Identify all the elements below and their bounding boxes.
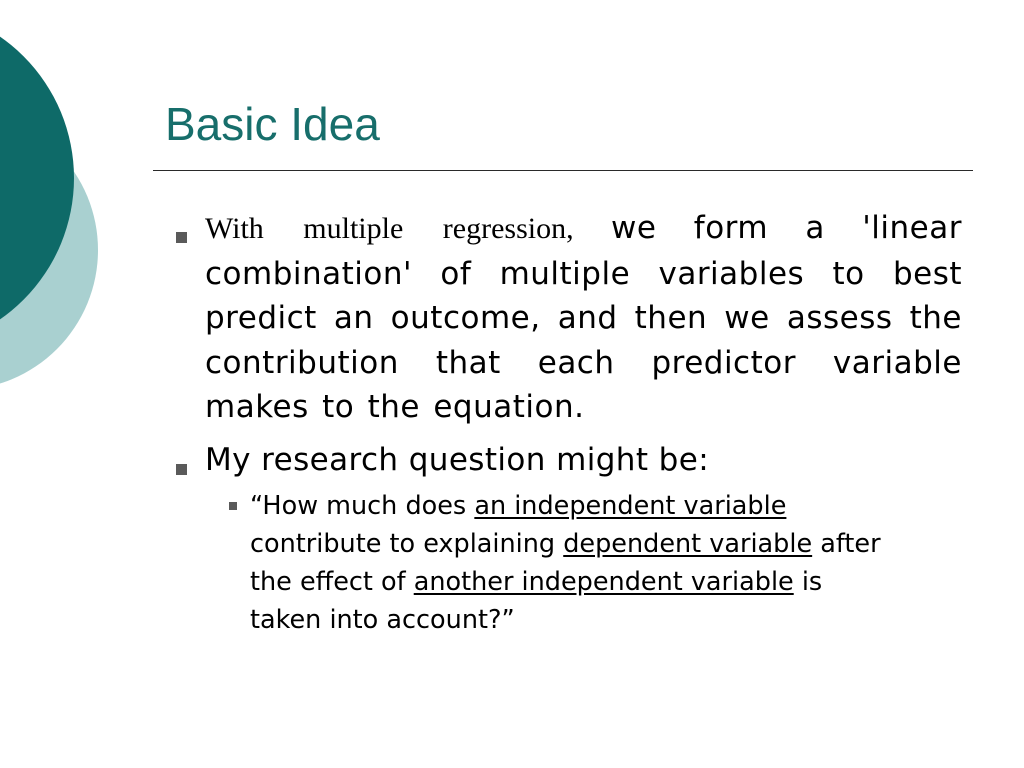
slide-title: Basic Idea: [165, 98, 380, 150]
sub-bullet-part-3: after the effect of: [250, 528, 881, 597]
sub-bullet-part-1: “How much does: [250, 490, 475, 521]
small-square-bullet-icon: [229, 502, 237, 510]
square-bullet-icon: [176, 232, 187, 243]
sub-bullet-underlined-1: an independent variable: [474, 490, 787, 521]
title-divider: [153, 170, 973, 171]
decorative-circles: [0, 0, 110, 420]
sub-bullet-part-4: is taken into account?”: [250, 566, 823, 635]
sub-bullet-underlined-3: another independent variable: [413, 566, 794, 597]
bullet-1-lead: With multiple regression,: [205, 212, 574, 245]
bullet-item-2: [170, 438, 962, 483]
bullet-1-text: we form a 'linear combination' of multiple variables to best predict an outcome, and then we assess the contribution that each predictor variable makes to the equation.: [205, 210, 962, 426]
slide-body: [170, 206, 962, 639]
bullet-2-text: My research question might be:: [205, 441, 710, 478]
bullet-item-1: [170, 206, 962, 430]
sub-bullet-item: [170, 487, 882, 639]
square-bullet-icon: [176, 464, 187, 475]
sub-bullet-underlined-2: dependent variable: [563, 528, 813, 559]
sub-bullet-part-2: contribute to explaining: [250, 528, 564, 559]
